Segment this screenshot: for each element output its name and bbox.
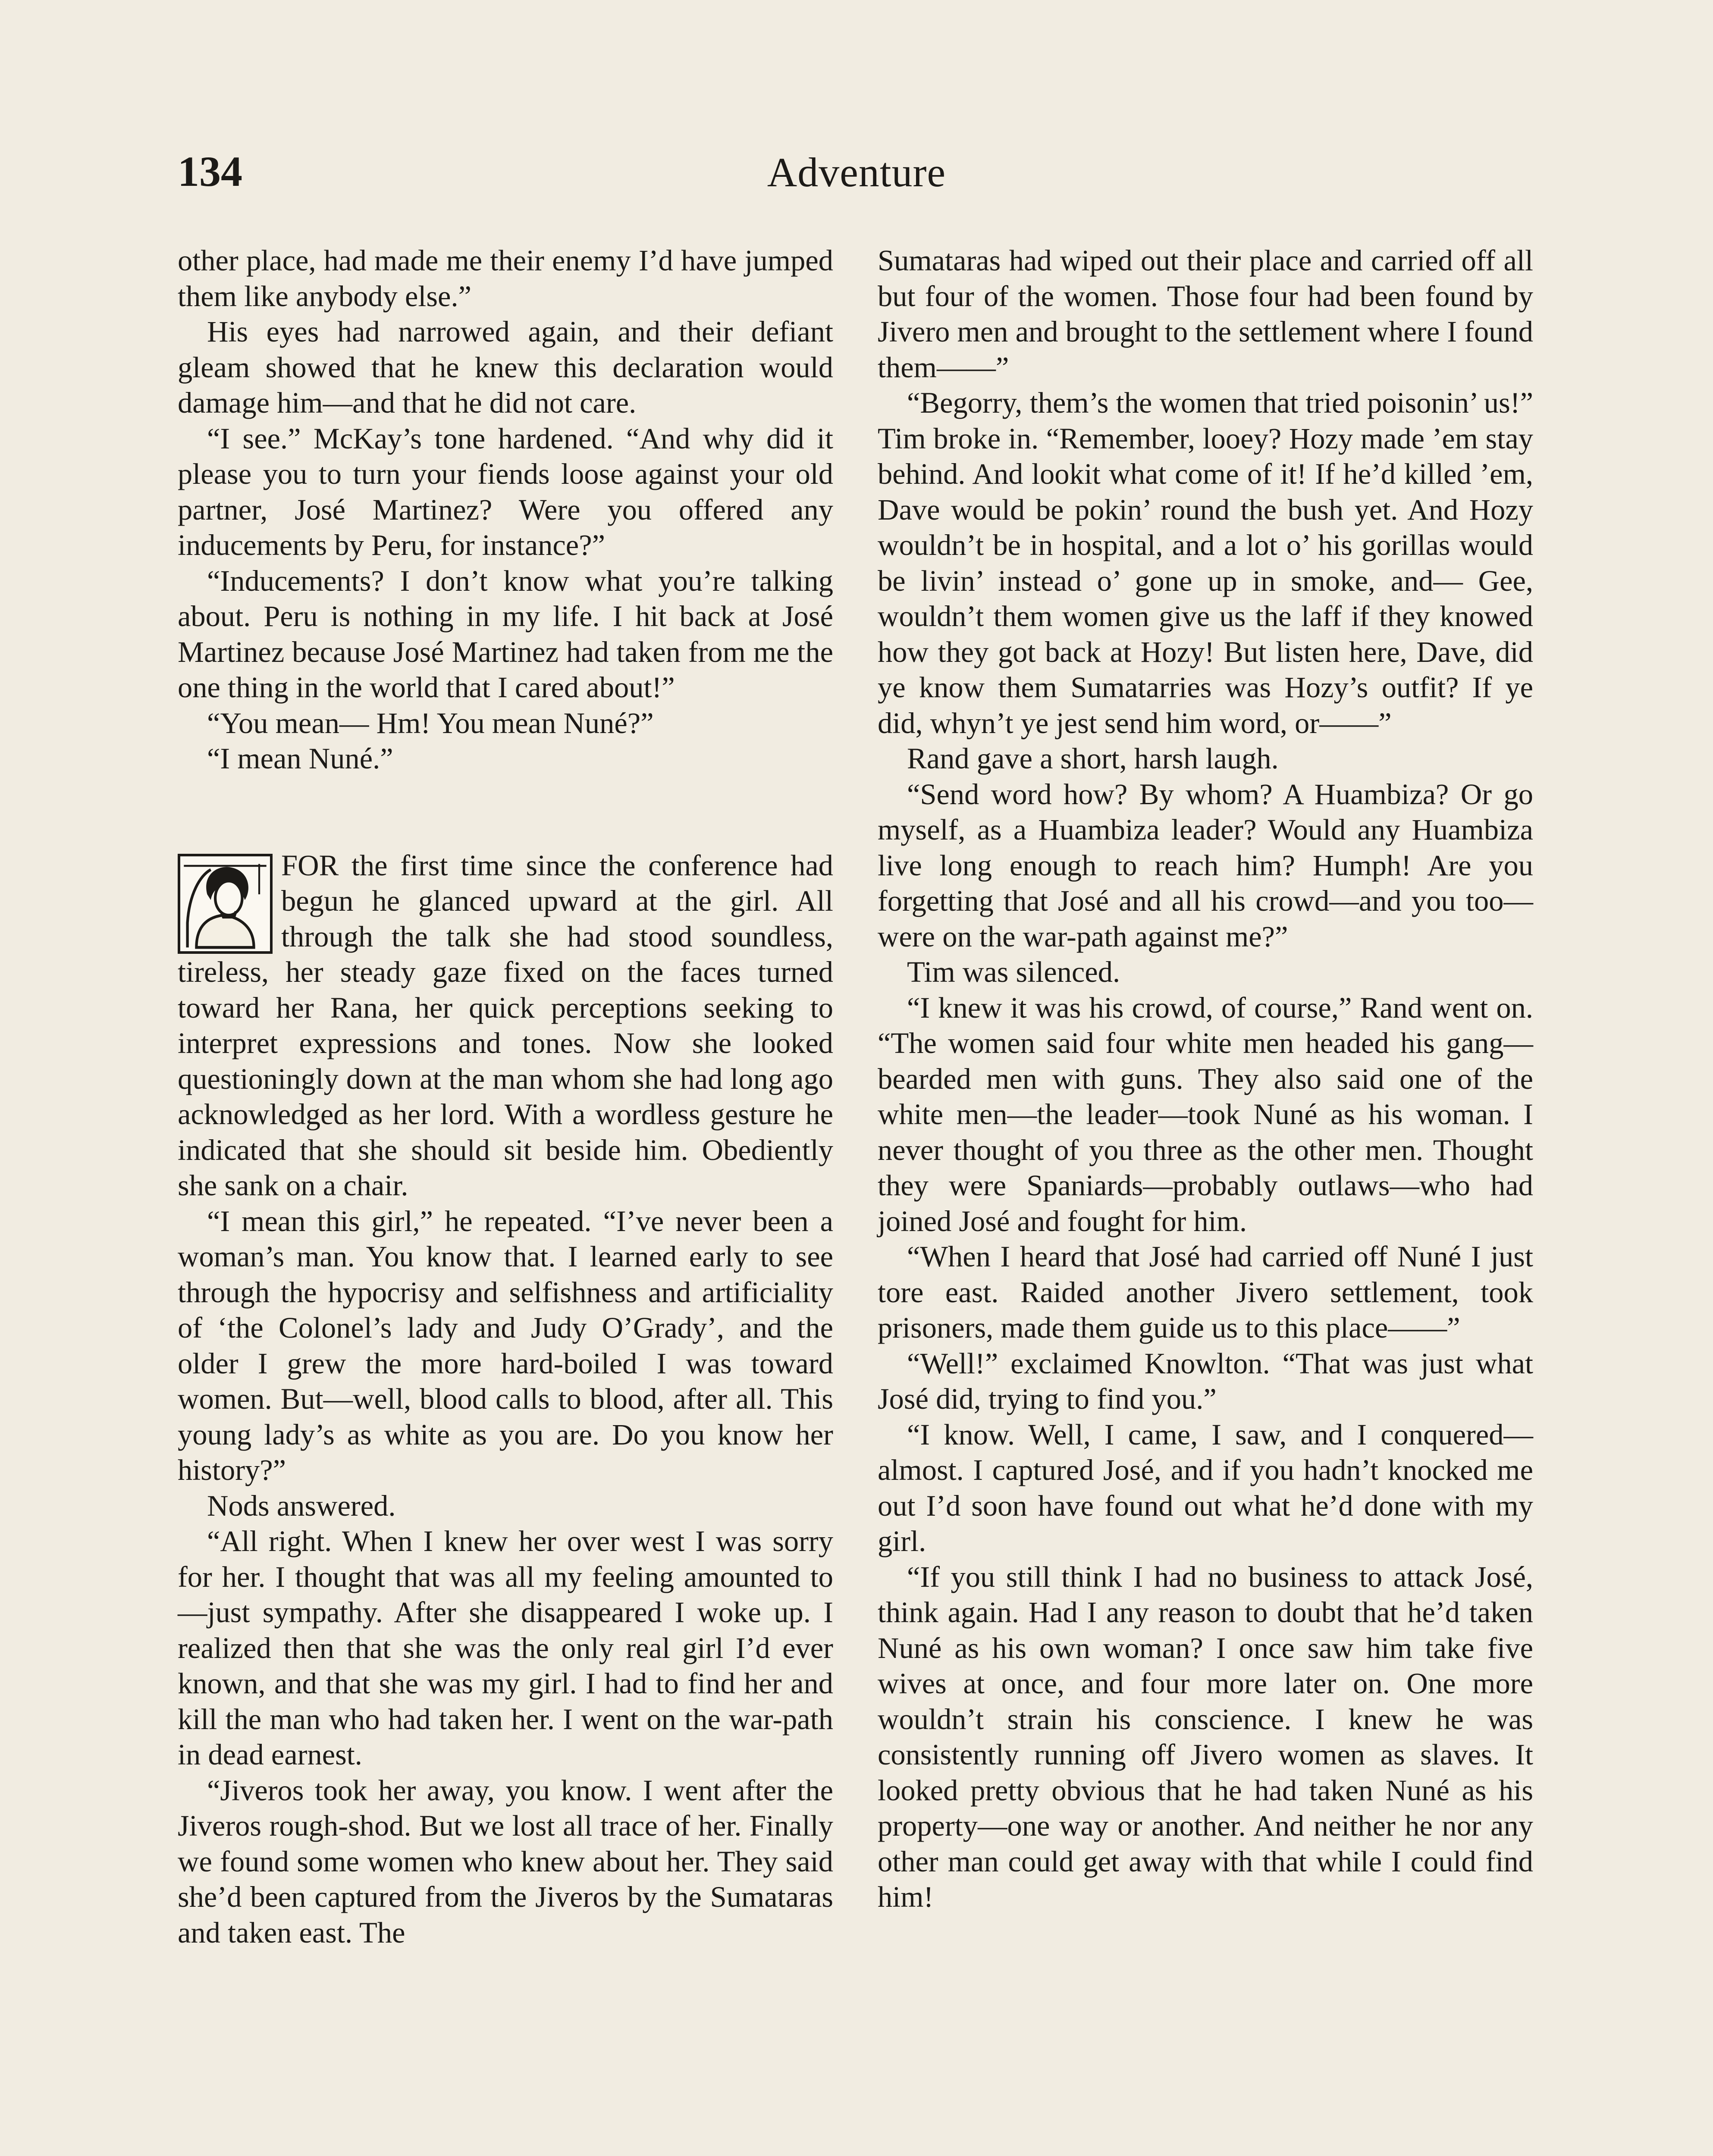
page-number: 134 bbox=[178, 147, 242, 195]
paragraph: “If you still think I had no business to attack José, think again. Had I any reason to doubt that he’d taken Nuné as his own woman? I once saw him take five wives at once, and four more later on. One more wouldn’t strain his conscience. I knew he was consistently running off Jivero women as slaves. It looked pretty obvious that he had taken Nuné as his property—one way or another. And neither he nor any other man could get away with that while I could find him! bbox=[878, 1560, 1533, 1913]
paragraph-dropcap: FOR the first time since the conference had begun he glanced upward at the girl. All through the talk she had stood soundless, tireless, her steady gaze fixed on the faces turned toward her Rana, her quick perceptions seeking to interpret expressions and tones. Now she looked questioningly down at the man whom she had long ago acknowledged as her lord. With a wordless gesture he indicated that she should sit beside him. Obediently she sank on a chair. bbox=[178, 849, 833, 1202]
paragraph: “You mean— Hm! You mean Nuné?” bbox=[207, 706, 654, 740]
paragraph: Tim was silenced. bbox=[907, 956, 1120, 988]
woman-portrait-icon bbox=[178, 854, 273, 954]
paragraph: Rand gave a short, harsh laugh. bbox=[907, 742, 1279, 775]
paragraph: “Inducements? I don’t know what you’re talking about. Peru is nothing in my life. I hit back at José Martinez because José Martinez had taken from me the one thing in the world that I cared about!” bbox=[178, 564, 833, 704]
paragraph: Nods answered. bbox=[207, 1489, 396, 1522]
paragraph: Sumataras had wiped out their place and carried off all but four of the women. Those four had been found by Jivero men and brought to the settlement where I found them——” bbox=[878, 244, 1533, 384]
paragraph: “I mean this girl,” he repeated. “I’ve never been a woman’s man. You know that. I learned early to see through the hypocrisy and selfishness and artificiality of ‘the Colonel’s lady and Judy O’Grady’, and the older I grew the more hard-boiled I was toward women. But—well, blood calls to blood, after all. This young lady’s as white as you are. Do you know her history?” bbox=[178, 1204, 833, 1486]
left-column bbox=[178, 243, 833, 1950]
paragraph: “Jiveros took her away, you know. I went after the Jiveros rough-shod. But we lost all trace of her. Finally we found some women who knew about her. They said she’d been captured from the Jiveros by the Sumataras and taken east. The bbox=[178, 1774, 833, 1949]
paragraph: “I see.” McKay’s tone hardened. “And why did it please you to turn your fiends loose against your old partner, José Martinez? Were you offered any inducements by Peru, for instance?” bbox=[178, 422, 833, 561]
right-column bbox=[878, 243, 1533, 1915]
paragraph: “I know. Well, I came, I saw, and I conquered—almost. I captured José, and if you hadn’t knocked me out I’d soon have found out what he’d done with my girl. bbox=[878, 1418, 1533, 1557]
paragraph: “I mean Nuné.” bbox=[207, 742, 393, 775]
running-head: Adventure bbox=[767, 149, 946, 195]
paragraph: “All right. When I knew her over west I was sorry for her. I thought that was all my feeling amounted to—just sympathy. After she disappeared I woke up. I realized then that she was the only real girl I’d ever known, and that she was my girl. I had to find her and kill the man who had taken her. I went on the war-path in dead earnest. bbox=[178, 1525, 833, 1771]
paragraph: “Send word how? By whom? A Huambiza? Or go myself, as a Huambiza leader? Would any Huambiza live long enough to reach him? Humph! Are you forgetting that José and all his crowd—and you too—were on the war-path against me?” bbox=[878, 777, 1533, 953]
paragraph: “Begorry, them’s the women that tried poisonin’ us!” Tim broke in. “Remember, looey? Hozy made ’em stay behind. And lookit what come of it! If he’d killed ’em, Dave would be pokin’ round the bush yet. And Hozy wouldn’t be in hospital, and a lot o’ his gorillas would be livin’ instead o’ gone up in smoke, and— Gee, wouldn’t them women give us the laff if they knowed how they got back at Hozy! But listen here, Dave, did ye know them Sumatarries was Hozy’s outfit? If ye did, whyn’t ye jest send him word, or——” bbox=[878, 386, 1533, 740]
paragraph: “Well!” exclaimed Knowlton. “That was just what José did, trying to find you.” bbox=[878, 1347, 1533, 1415]
paragraph: “I knew it was his crowd, of course,” Rand went on. “The women said four white men headed his gang—bearded men with guns. They also said one of the white men—the leader—took Nuné as his woman. I never thought of you three as the other men. Thought they were Spaniards—probably outlaws—who had joined José and fought for him. bbox=[878, 991, 1533, 1238]
section-break bbox=[178, 777, 833, 848]
paragraph: other place, had made me their enemy I’d have jumped them like anybody else.” bbox=[178, 244, 833, 313]
paragraph: “When I heard that José had carried off Nuné I just tore east. Raided another Jivero settlement, took prisoners, made them guide us to this place——” bbox=[878, 1240, 1533, 1344]
paragraph: His eyes had narrowed again, and their defiant gleam showed that he knew this declaration would damage him—and that he did not care. bbox=[178, 315, 833, 419]
